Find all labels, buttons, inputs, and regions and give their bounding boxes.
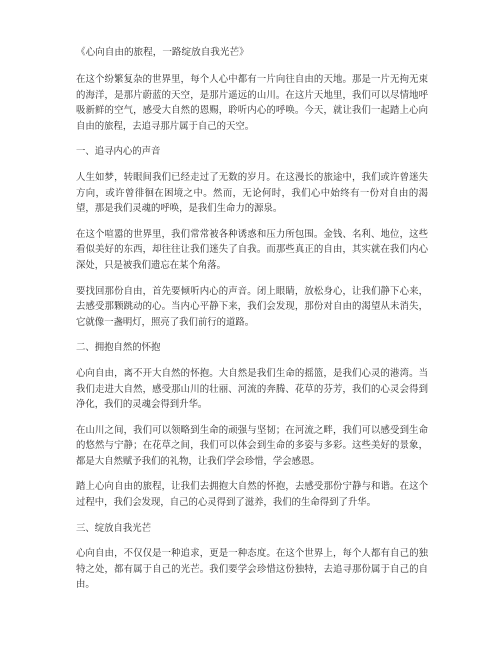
section-paragraph: 心向自由，离不开大自然的怀抱。大自然是我们生命的摇篮，是我们心灵的港湾。当我们走进大自然，感受那山川的壮丽、河流的奔腾、花草的芬芳，我们的心灵会得到净化，我们的灵魂会得到升华。: [76, 367, 428, 411]
section-1: [76, 144, 428, 330]
section-paragraph: 在山川之间，我们可以领略到生命的顽强与坚韧；在河流之畔，我们可以感受到生命的悠然与宁静；在花草之间，我们可以体会到生命的多姿与多彩。这些美好的景象，都是大自然赋予我们的礼物，让我们学会珍惜，学会感恩。: [76, 424, 428, 467]
section-2: [76, 340, 428, 510]
section-heading: 三、绽放自我光芒: [76, 522, 152, 534]
section-paragraph: 踏上心向自由的旅程，让我们去拥抱大自然的怀抱，去感受那份宁静与和谐。在这个过程中，我们会发现，自己的心灵得到了滋养，我们的生命得到了升华。: [76, 481, 428, 509]
section-paragraph: 人生如梦，转眼间我们已经走过了无数的岁月。在这漫长的旅途中，我们或许曾迷失方向，或许曾徘徊在困境之中。然而，无论何时，我们心中始终有一份对自由的渴望，那是我们灵魂的呼唤，是我们生命力的源泉。: [76, 171, 428, 215]
section-paragraph: 要找回那份自由，首先要倾听内心的声音。闭上眼睛，放松身心，让我们静下心来，去感受那颗跳动的心。当内心平静下来，我们会发现，那份对自由的渴望从未消失，它就像一盏明灯，照亮了我们前行的道路。: [76, 285, 428, 328]
section-paragraph: 在这个喧嚣的世界里，我们常常被各种诱惑和压力所包围。金钱、名利、地位，这些看似美好的东西，却往往让我们迷失了自我。而那些真正的自由，其实就在我们内心深处，只是被我们遗忘在某个角落。: [76, 228, 428, 271]
intro-paragraph: 在这个纷繁复杂的世界里，每个人心中都有一片向往自由的天地。那是一片无拘无束的海洋，是那片蔚蓝的天空，是那片遥远的山川。在这片天地里，我们可以尽情地呼吸新鲜的空气，感受大自然的恩赐，聆听内心的呼唤。今天，就让我们一起踏上心向自由的旅程，去追寻那片属于自己的天空。: [76, 74, 428, 132]
document-page: [76, 46, 428, 603]
document-title: 《心向自由的旅程，一路绽放自我光芒》: [76, 47, 249, 58]
section-heading: 一、追寻内心的声音: [76, 146, 161, 158]
section-paragraph: 心向自由，不仅仅是一种追求，更是一种态度。在这个世界上，每个人都有自己的独特之处，都有属于自己的光芒。我们要学会珍惜这份独特，去追寻那份属于自己的自由。: [76, 548, 428, 591]
section-3: [76, 521, 428, 593]
section-heading: 二、拥抱自然的怀抱: [76, 342, 161, 354]
